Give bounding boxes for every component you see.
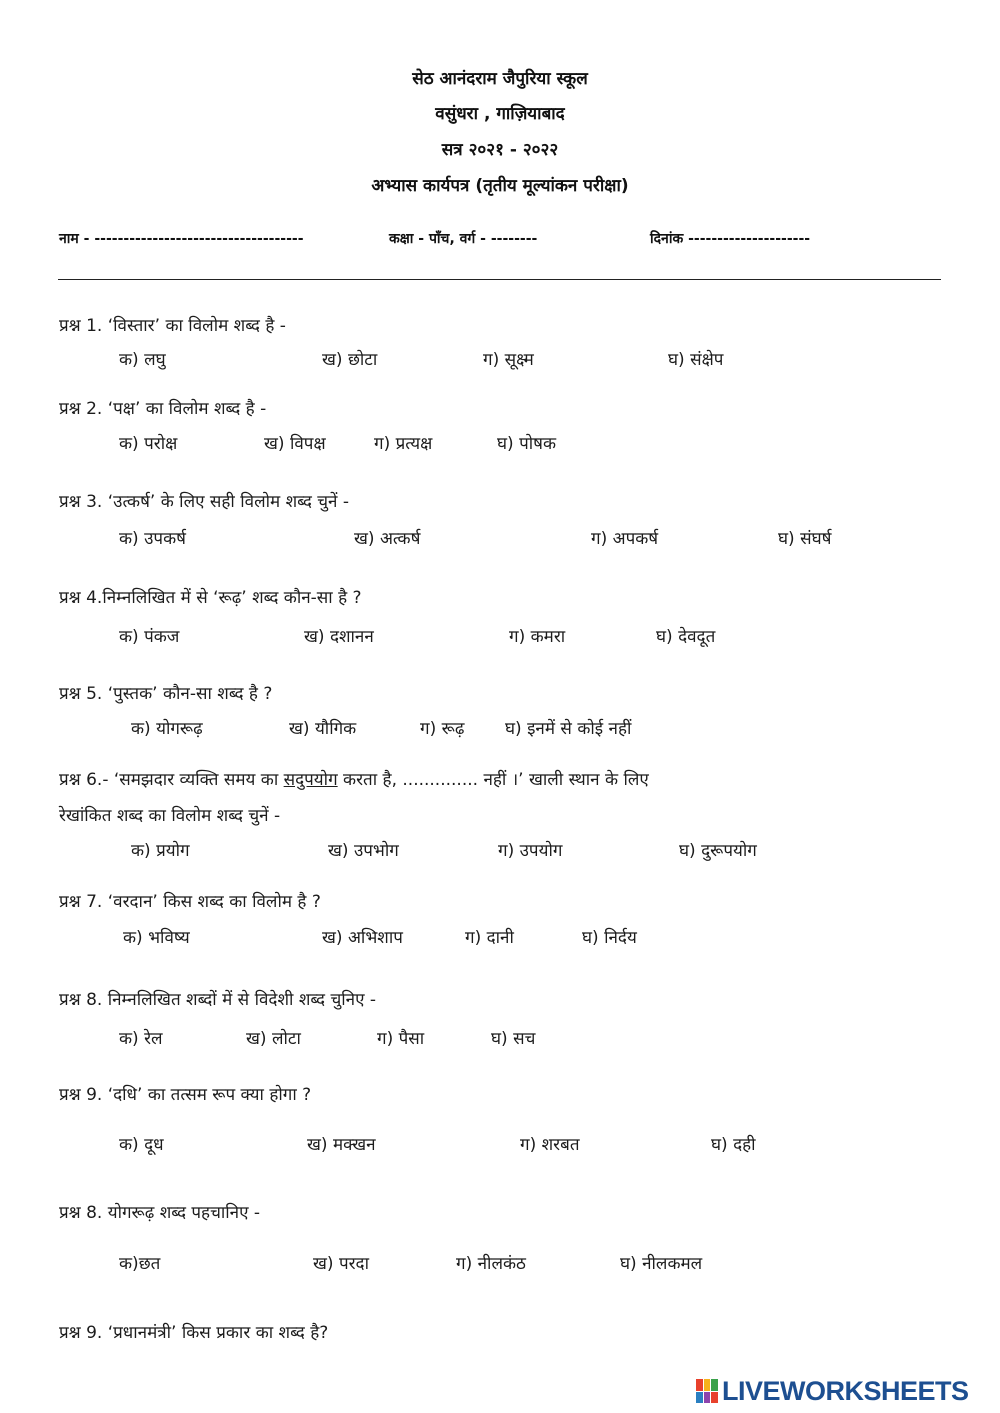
q7-option-c[interactable]: ग) दानी (465, 928, 514, 948)
q8-option-d[interactable]: घ) सच (491, 1029, 536, 1049)
liveworksheets-logo-icon (696, 1379, 718, 1403)
q5-option-a[interactable]: क) योगरूढ़ (131, 719, 203, 739)
school-location: वसुंधरा , गाज़ियाबाद (435, 104, 565, 124)
q10-option-a[interactable]: क)छत (119, 1254, 161, 1274)
school-name: सेठ आनंदराम जैपुरिया स्कूल (412, 69, 588, 89)
question-6 (59, 767, 649, 790)
q2-option-c[interactable]: ग) प्रत्यक्ष (374, 434, 433, 454)
question-9: प्रश्न 9. ‘दधि’ का तत्सम रूप क्या होगा ? (59, 1085, 312, 1105)
q7-option-d[interactable]: घ) निर्दय (582, 928, 637, 948)
worksheet-title: अभ्यास कार्यपत्र (तृतीय मूल्यांकन परीक्षा) (371, 176, 629, 196)
q2-option-b[interactable]: ख) विपक्ष (264, 434, 326, 454)
question-10: प्रश्न 8. योगरूढ़ शब्द पहचानिए - (59, 1203, 261, 1223)
q7-option-b[interactable]: ख) अभिशाप (322, 928, 403, 948)
q1-option-d[interactable]: घ) संक्षेप (668, 350, 724, 370)
session: सत्र २०२१ - २०२२ (441, 140, 559, 160)
q6-option-d[interactable]: घ) दुरूपयोग (679, 841, 757, 861)
question-11: प्रश्न 9. ‘प्रधानमंत्री’ किस प्रकार का शब्द है? (59, 1323, 329, 1343)
liveworksheets-logo (696, 1374, 969, 1408)
question-4: प्रश्न 4.निम्नलिखित में से ‘रूढ़’ शब्द कौन-सा है ? (59, 588, 362, 608)
q9-option-c[interactable]: ग) शरबत (520, 1135, 580, 1155)
q4-option-d[interactable]: घ) देवदूत (656, 627, 716, 647)
q5-option-d[interactable]: घ) इनमें से कोई नहीं (505, 719, 632, 739)
q6-option-b[interactable]: ख) उपभोग (328, 841, 399, 861)
question-2: प्रश्न 2. ‘पक्ष’ का विलोम शब्द है - (59, 399, 267, 419)
question-6-text-end: करता है, .............. नहीं ।’ खाली स्थान के लिए (337, 770, 649, 790)
q2-option-a[interactable]: क) परोक्ष (119, 434, 178, 454)
q10-option-b[interactable]: ख) परदा (313, 1254, 369, 1274)
header-divider (58, 279, 941, 280)
q4-option-c[interactable]: ग) कमरा (509, 627, 566, 647)
q8-option-c[interactable]: ग) पैसा (377, 1029, 425, 1049)
q7-option-a[interactable]: क) भविष्य (123, 928, 190, 948)
q5-option-c[interactable]: ग) रूढ़ (420, 719, 465, 739)
q5-option-b[interactable]: ख) यौगिक (289, 719, 357, 739)
q6-option-c[interactable]: ग) उपयोग (498, 841, 563, 861)
question-6-line-2: रेखांकित शब्द का विलोम शब्द चुनें - (59, 806, 281, 826)
q9-option-d[interactable]: घ) दही (711, 1135, 756, 1155)
q3-option-c[interactable]: ग) अपकर्ष (591, 529, 659, 549)
q6-option-a[interactable]: क) प्रयोग (131, 841, 190, 861)
class-field[interactable]: कक्षा - पाँच, वर्ग - -------- (389, 231, 538, 247)
q4-option-b[interactable]: ख) दशानन (304, 627, 374, 647)
question-1: प्रश्न 1. ‘विस्तार’ का विलोम शब्द है - (59, 316, 286, 336)
question-6-text-start: प्रश्न 6.- ‘समझदार व्यक्ति समय का (59, 770, 284, 790)
q2-option-d[interactable]: घ) पोषक (497, 434, 557, 454)
liveworksheets-brand-text: LIVEWORKSHEETS (722, 1375, 969, 1406)
question-8: प्रश्न 8. निम्नलिखित शब्दों में से विदेशी शब्द चुनिए - (59, 990, 377, 1010)
q1-option-c[interactable]: ग) सूक्ष्म (483, 350, 534, 370)
underlined-word: सदुपयोग (283, 770, 338, 790)
q8-option-a[interactable]: क) रेल (119, 1029, 163, 1049)
q3-option-d[interactable]: घ) संघर्ष (778, 529, 832, 549)
name-field[interactable]: नाम - ------------------------------------ (59, 231, 304, 247)
q9-option-a[interactable]: क) दूध (119, 1135, 164, 1155)
q3-option-a[interactable]: क) उपकर्ष (119, 529, 186, 549)
q10-option-d[interactable]: घ) नीलकमल (620, 1254, 703, 1274)
q1-option-a[interactable]: क) लघु (119, 350, 166, 370)
q3-option-b[interactable]: ख) अत्कर्ष (354, 529, 421, 549)
date-field[interactable]: दिनांक --------------------- (650, 231, 811, 247)
q8-option-b[interactable]: ख) लोटा (246, 1029, 301, 1049)
q4-option-a[interactable]: क) पंकज (119, 627, 180, 647)
q9-option-b[interactable]: ख) मक्खन (307, 1135, 376, 1155)
question-3: प्रश्न 3. ‘उत्कर्ष’ के लिए सही विलोम शब्द चुनें - (59, 492, 350, 512)
question-7: प्रश्न 7. ‘वरदान’ किस शब्द का विलोम है ? (59, 892, 321, 912)
q1-option-b[interactable]: ख) छोटा (322, 350, 378, 370)
question-5: प्रश्न 5. ‘पुस्तक’ कौन-सा शब्द है ? (59, 684, 273, 704)
q10-option-c[interactable]: ग) नीलकंठ (456, 1254, 526, 1274)
